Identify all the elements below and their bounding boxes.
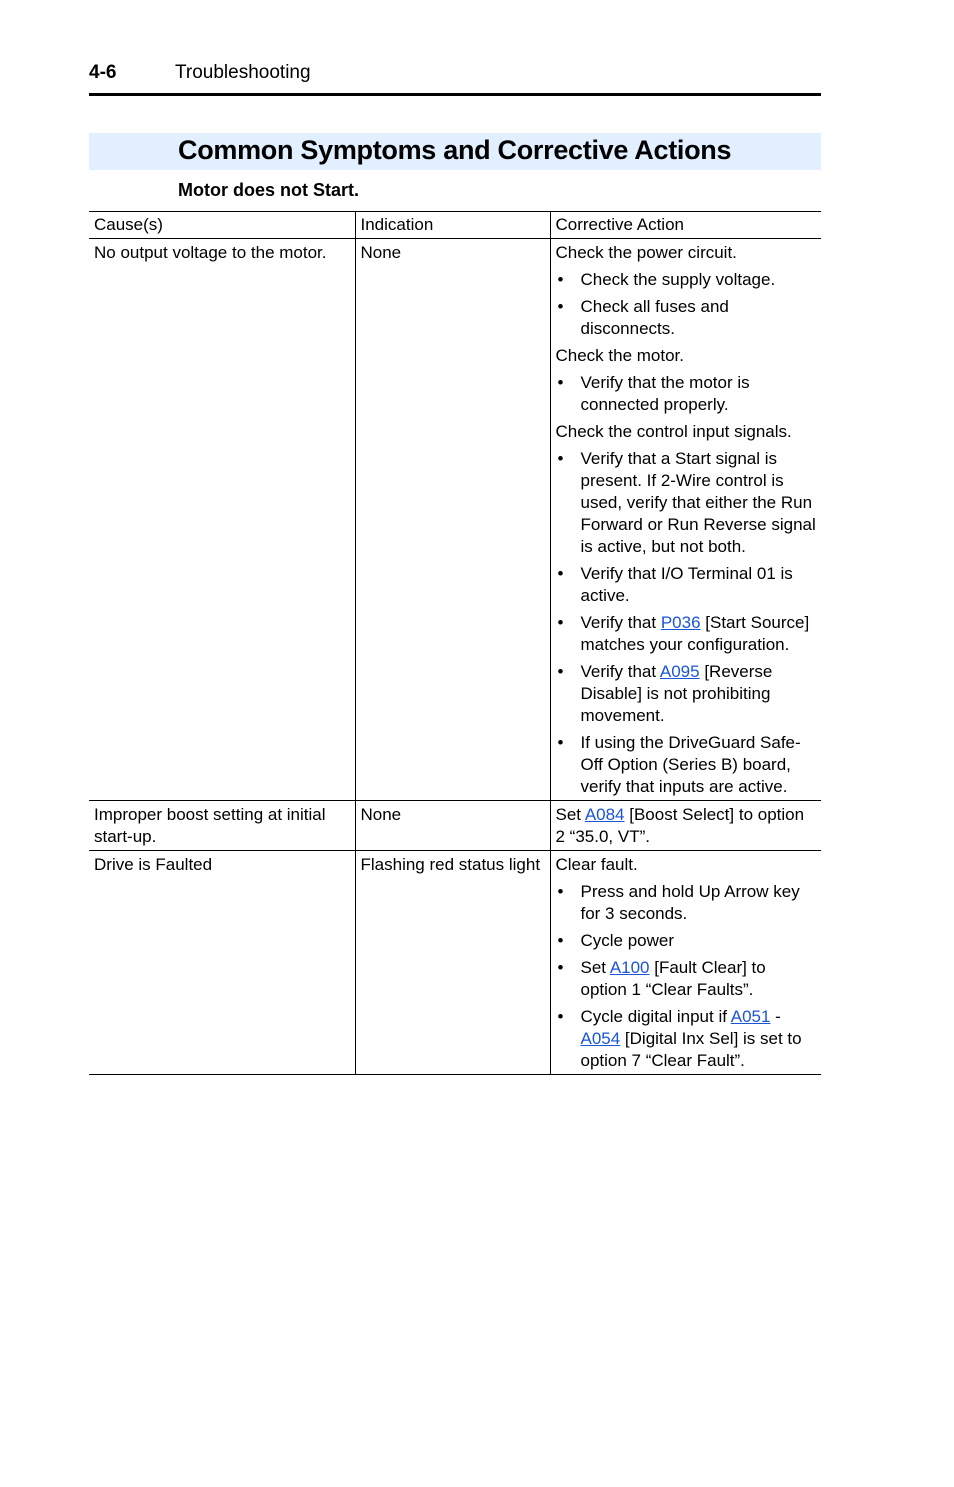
action-bullet: • Press and hold Up Arrow key for 3 seconds.: [556, 881, 817, 925]
column-header-causes: Cause(s): [94, 215, 163, 234]
parameter-link-a051[interactable]: A051: [730, 1007, 771, 1026]
action-paragraph: [556, 804, 817, 848]
column-header-corrective-action: Corrective Action: [550, 212, 821, 239]
indication-cell: Flashing red status light: [355, 851, 550, 1075]
cause-cell: Drive is Faulted: [94, 855, 213, 874]
action-paragraph: Check the power circuit.: [555, 243, 737, 262]
indication-cell: None: [355, 239, 550, 801]
parameter-link-a100[interactable]: A100: [609, 958, 650, 977]
page-header: [89, 60, 821, 96]
table-row: [89, 851, 821, 1075]
cause-cell: Improper boost setting at initial start-up.: [94, 805, 326, 846]
cause-cell: No output voltage to the motor.: [94, 243, 327, 262]
action-paragraph: Check the motor.: [555, 346, 685, 365]
parameter-link-p036[interactable]: P036: [660, 613, 701, 632]
bullet-text: [Start Source] matches your configuration.: [580, 613, 810, 654]
action-bullet: • Verify that the motor is connected properly.: [556, 372, 817, 416]
action-bullet: [556, 957, 817, 1001]
bullet-text: [Digital Inx Sel] is set to option 7 “Clear Fault”.: [580, 1029, 802, 1070]
action-bullet: • Cycle power: [556, 930, 817, 952]
subheading: Motor does not Start.: [178, 180, 359, 200]
action-bullet: • If using the DriveGuard Safe-Off Option (Series B) board, verify that inputs are active.: [556, 732, 817, 798]
paragraph-text: [Boost Select] to option 2 “35.0, VT”.: [555, 805, 805, 846]
action-bullet: [556, 1006, 817, 1072]
bullet-text: Verify that: [580, 662, 660, 681]
column-header-indication: Indication: [355, 212, 550, 239]
running-title: Troubleshooting: [175, 62, 311, 83]
action-bullet: [556, 661, 817, 727]
symptoms-table: [89, 211, 821, 1075]
parameter-link-a084[interactable]: A084: [584, 805, 625, 824]
bullet-text: [Fault Clear] to option 1 “Clear Faults”.: [580, 958, 766, 999]
page-number: 4-6: [89, 62, 117, 83]
section-title-band: [89, 133, 821, 170]
parameter-link-a054[interactable]: A054: [580, 1029, 621, 1048]
bullet-text: [Reverse Disable] is not prohibiting movement.: [580, 662, 773, 725]
action-bullet: • Check the supply voltage.: [556, 269, 817, 291]
section-title: Common Symptoms and Corrective Actions: [178, 135, 732, 165]
action-bullet: • Check all fuses and disconnects.: [556, 296, 817, 340]
action-bullet: • Verify that a Start signal is present. If 2-Wire control is used, verify that either the Run Forward or Run Reverse signal is active, but not both.: [556, 448, 817, 558]
bullet-text: Verify that: [580, 613, 661, 632]
table-row: [89, 801, 821, 851]
action-paragraph: Clear fault.: [555, 855, 638, 874]
action-cell: [550, 801, 821, 851]
bullet-text: -: [770, 1007, 781, 1026]
action-paragraph: Check the control input signals.: [555, 422, 792, 441]
bullet-text: Set: [580, 958, 610, 977]
indication-cell: None: [355, 801, 550, 851]
action-bullet: [556, 612, 817, 656]
action-cell: [550, 239, 821, 801]
table-header-row: [89, 212, 821, 239]
paragraph-text: Set: [555, 805, 585, 824]
parameter-link-a095[interactable]: A095: [659, 662, 700, 681]
action-bullet: • Verify that I/O Terminal 01 is active.: [556, 563, 817, 607]
table-row: [89, 239, 821, 801]
bullet-text: Cycle digital input if: [580, 1007, 731, 1026]
action-cell: [550, 851, 821, 1075]
